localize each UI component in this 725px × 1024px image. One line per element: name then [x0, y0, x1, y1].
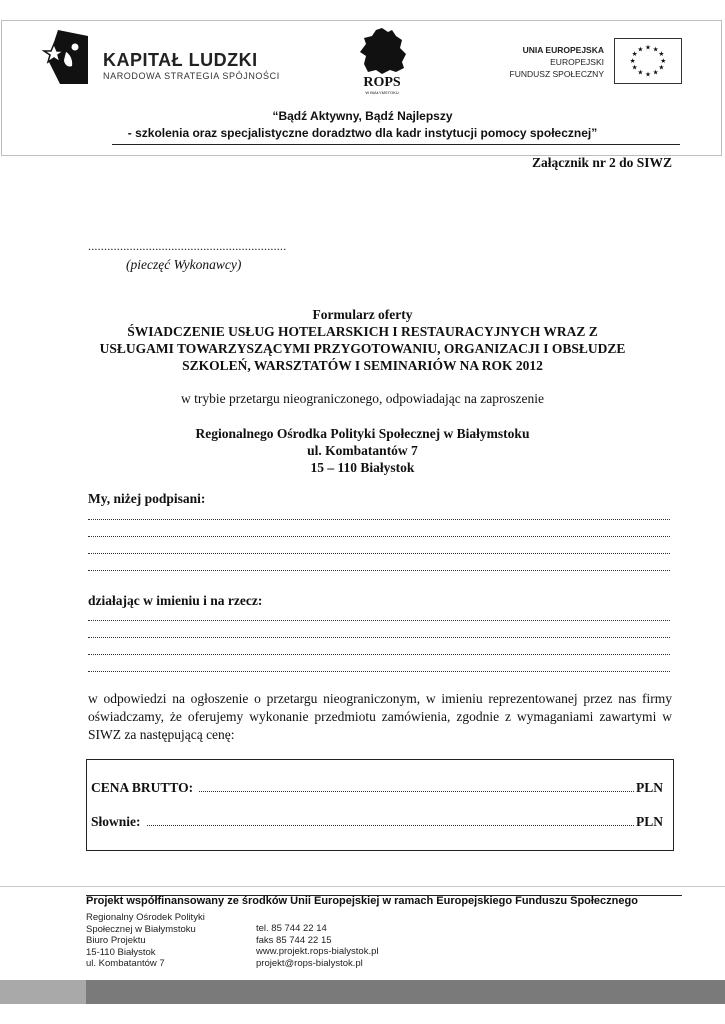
form-title-line: Formularz oferty	[312, 307, 413, 322]
eu-flag-icon	[614, 38, 682, 84]
price-in-words-currency: PLN	[636, 814, 663, 829]
footer-separator	[0, 886, 725, 887]
footer-email-link[interactable]: projekt@rops-bialystok.pl	[256, 957, 363, 969]
rops-logo-icon	[352, 26, 412, 98]
motto-line1: “Bądź Aktywny, Bądź Najlepszy	[272, 109, 453, 123]
kapital-ludzki-logo-icon	[40, 30, 88, 84]
eu-line2: EUROPEJSKI	[550, 57, 604, 67]
project-motto	[0, 108, 725, 142]
gross-price-label: CENA BRUTTO:	[91, 780, 194, 795]
address-line: 15 – 110 Białystok	[310, 460, 415, 475]
svg-text:★: ★	[637, 45, 644, 54]
footer-title: Projekt współfinansowany ze środków Unii Europejskiej w ramach Europejskiego Funduszu Społecznego	[86, 895, 638, 907]
principal-line[interactable]	[88, 654, 670, 655]
svg-text:★: ★	[658, 50, 665, 59]
footer-address-line: 15-110 Białystok	[86, 946, 156, 958]
footer-contact	[256, 923, 379, 969]
eu-line1: UNIA EUROPEJSKA	[522, 45, 604, 55]
form-title-line: SZKOLEŃ, WARSZTATÓW I SEMINARIÓW NA ROK 2012	[182, 358, 543, 373]
svg-text:★: ★	[652, 45, 659, 54]
stamp-label: (pieczęć Wykonawcy)	[126, 257, 242, 272]
price-in-words-label: Słownie:	[91, 814, 141, 829]
rops-sublabel: W BIAŁYMSTOKU	[365, 90, 399, 95]
eu-line3: FUNDUSZ SPOŁECZNY	[509, 69, 604, 79]
footer-fax: faks 85 744 22 15	[256, 934, 332, 946]
form-title-line: USŁUGAMI TOWARZYSZĄCYMI PRZYGOTOWANIU, ORGANIZACJI I OBSŁUDZE	[99, 341, 626, 356]
acting-on-behalf-label: działając w imieniu i na rzecz:	[88, 593, 263, 608]
footer-bar-dark	[86, 980, 725, 1004]
footer-address-line: ul. Kombatantów 7	[86, 958, 165, 969]
footer-website-link[interactable]: www.projekt.rops-bialystok.pl	[256, 946, 379, 957]
svg-text:★: ★	[631, 50, 638, 59]
svg-text:★: ★	[629, 56, 636, 65]
svg-text:★: ★	[660, 56, 667, 65]
svg-text:★: ★	[658, 63, 665, 72]
stamp-placeholder: ..............................................................	[88, 239, 287, 253]
form-title-line: ŚWIADCZENIE USŁUG HOTELARSKICH I RESTAURACYJNYCH WRAZ Z	[127, 324, 598, 339]
footer-address	[86, 912, 205, 970]
svg-text:★: ★	[637, 68, 644, 77]
svg-text:★: ★	[645, 70, 651, 79]
footer-phone: tel. 85 744 22 14	[256, 923, 327, 934]
signatory-line[interactable]	[88, 519, 670, 520]
motto-line2: - szkolenia oraz specjalistyczne doradztwo dla kadr instytucji pomocy społecznej”	[127, 126, 598, 140]
footer-bar-light	[0, 980, 86, 1004]
signatory-line[interactable]	[88, 570, 670, 571]
rops-label: ROPS	[363, 75, 401, 90]
svg-text:★: ★	[652, 68, 659, 77]
price-box	[86, 759, 674, 851]
principal-line[interactable]	[88, 671, 670, 672]
price-in-words-field[interactable]	[147, 825, 634, 826]
price-in-words-row	[91, 814, 663, 830]
annex-label: Załącznik nr 2 do SIWZ	[531, 155, 672, 170]
footer-address-line: Biuro Projektu	[86, 935, 146, 946]
address-line: Regionalnego Ośrodka Polityki Społecznej w Białymstoku	[195, 426, 530, 441]
form-title	[40, 306, 685, 374]
svg-text:★: ★	[645, 43, 651, 52]
principal-line[interactable]	[88, 620, 670, 621]
kapital-ludzki-subtitle: NARODOWA STRATEGIA SPÓJNOŚCI	[103, 71, 280, 81]
gross-price-currency: PLN	[636, 780, 663, 795]
svg-text:★: ★	[631, 63, 638, 72]
eu-text	[498, 44, 604, 80]
gross-price-row	[91, 780, 663, 796]
footer-address-line: Regionalny Ośrodek Polityki	[86, 912, 205, 923]
contracting-authority-address	[40, 425, 685, 476]
address-line: ul. Kombatantów 7	[307, 443, 418, 458]
procedure-mode: w trybie przetargu nieograniczonego, odpowiadając na zaproszenie	[181, 391, 544, 406]
signed-label: My, niżej podpisani:	[88, 491, 206, 506]
kapital-ludzki-title: KAPITAŁ LUDZKI	[103, 50, 258, 70]
signatory-line[interactable]	[88, 536, 670, 537]
footer-address-line: Społecznej w Białymstoku	[86, 923, 196, 935]
gross-price-field[interactable]	[199, 791, 634, 792]
offer-statement: w odpowiedzi na ogłoszenie o przetargu nieograniczonym, w imieniu reprezentowanej przez nas firmy oświadczamy, że oferujemy wykonanie przedmiotu zamówienia, zgodnie z wymaganiami zawartymi w SIWZ za następującą cenę:	[88, 691, 672, 742]
signatory-line[interactable]	[88, 553, 670, 554]
header-rule	[112, 144, 680, 145]
principal-line[interactable]	[88, 637, 670, 638]
